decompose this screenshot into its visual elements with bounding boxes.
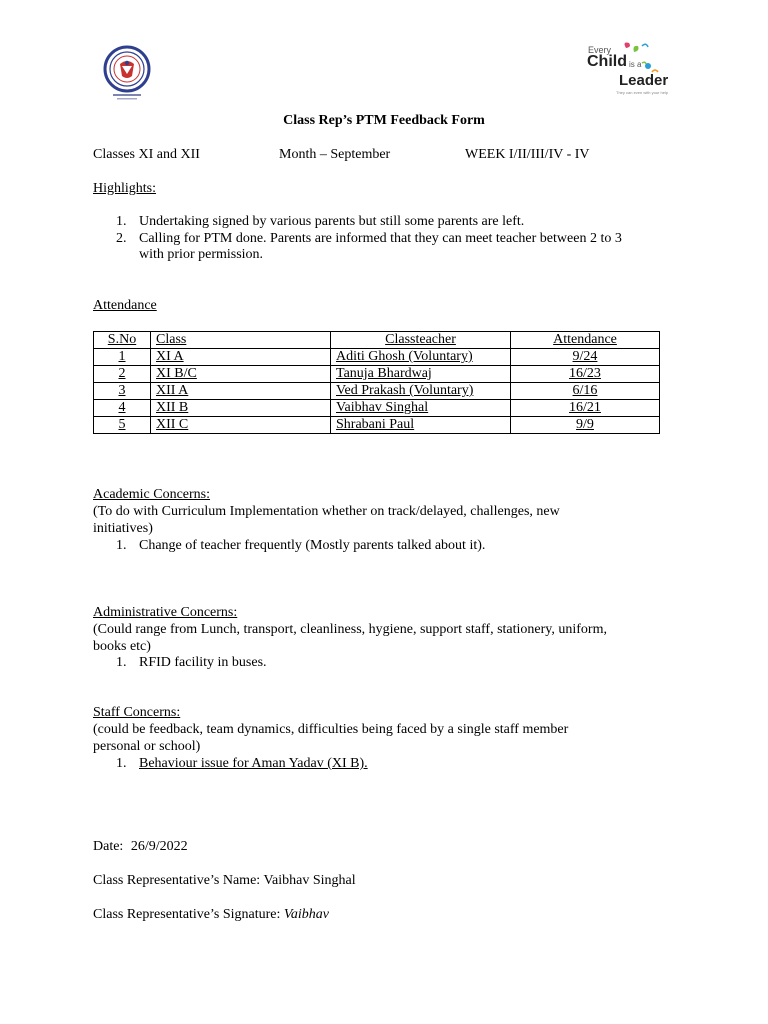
cell-classteacher: Aditi Ghosh (Voluntary) (331, 349, 511, 366)
cell-sno: 1 (94, 349, 151, 366)
list-item-text-continued: with prior permission. (139, 247, 264, 262)
administrative-concerns-list (93, 655, 693, 671)
list-item-text: Undertaking signed by various parents but still some parents are left. (139, 214, 525, 229)
date-label: Date: (93, 839, 124, 854)
table-header-row (94, 332, 660, 349)
list-item (93, 655, 693, 671)
cell-attendance: 9/9 (511, 417, 660, 434)
date-value: 26/9/2022 (130, 839, 188, 854)
list-number: 1. (116, 756, 127, 771)
list-item (93, 538, 693, 554)
list-number: 1. (116, 655, 127, 670)
cell-class: XI B/C (151, 366, 331, 383)
column-header-classteacher: Classteacher (331, 332, 511, 349)
academic-concerns-desc-continued: initiatives) (93, 521, 153, 536)
every-child-leader-logo (582, 42, 680, 100)
representative-name-line (93, 873, 356, 889)
cell-classteacher: Vaibhav Singhal (331, 400, 511, 417)
cell-class: XII C (151, 417, 331, 434)
date-line (93, 839, 188, 855)
attendance-table (93, 331, 660, 434)
representative-signature-line (93, 907, 329, 923)
cell-sno: 2 (94, 366, 151, 383)
administrative-concerns-heading: Administrative Concerns: (93, 605, 238, 620)
logo-text-every: Every (588, 45, 612, 55)
table-row (94, 400, 660, 417)
cell-class: XI A (151, 349, 331, 366)
logo-text-leader: Leader (619, 72, 669, 89)
list-number: 2. (116, 231, 127, 246)
cell-attendance: 16/23 (511, 366, 660, 383)
staff-concerns-heading: Staff Concerns: (93, 705, 181, 720)
cell-attendance: 9/24 (511, 349, 660, 366)
column-header-sno: S.No (94, 332, 151, 349)
academic-concerns-heading: Academic Concerns: (93, 487, 211, 502)
school-seal-logo (93, 42, 161, 102)
administrative-concerns-desc-continued: books etc) (93, 639, 151, 654)
list-item-text: Calling for PTM done. Parents are informed that they can meet teacher between 2 to 3 (139, 231, 622, 246)
list-number: 1. (116, 214, 127, 229)
representative-signature-label: Class Representative’s Signature: (93, 907, 281, 922)
cell-attendance: 6/16 (511, 383, 660, 400)
list-number: 1. (116, 538, 127, 553)
form-title: Class Rep’s PTM Feedback Form (283, 113, 485, 128)
logo-text-is-a: is a (629, 60, 642, 69)
list-item-text: RFID facility in buses. (139, 655, 267, 670)
week-label: WEEK I/II/III/IV - IV (465, 147, 590, 162)
cell-classteacher: Shrabani Paul (331, 417, 511, 434)
list-item-text: Change of teacher frequently (Mostly parents talked about it). (139, 538, 486, 553)
highlights-list (93, 214, 693, 263)
table-row (94, 349, 660, 366)
table-row (94, 417, 660, 434)
list-item (93, 756, 693, 772)
cell-sno: 3 (94, 383, 151, 400)
academic-concerns-list (93, 538, 693, 554)
month-label: Month – September (279, 147, 391, 162)
column-header-attendance: Attendance (511, 332, 660, 349)
cell-class: XII B (151, 400, 331, 417)
table-row (94, 366, 660, 383)
representative-signature-value: Vaibhav (283, 907, 330, 922)
cell-attendance: 16/21 (511, 400, 660, 417)
table-row (94, 383, 660, 400)
cell-sno: 4 (94, 400, 151, 417)
attendance-heading: Attendance (93, 298, 157, 313)
representative-name-label: Class Representative’s Name: (93, 873, 261, 888)
cell-classteacher: Tanuja Bhardwaj (331, 366, 511, 383)
cell-sno: 5 (94, 417, 151, 434)
staff-concerns-desc-continued: personal or school) (93, 739, 201, 754)
cell-class: XII A (151, 383, 331, 400)
classes-label: Classes XI and XII (93, 147, 200, 162)
cell-classteacher: Ved Prakash (Voluntary) (331, 383, 511, 400)
list-item (93, 214, 693, 230)
logo-tagline: They can even with your help (616, 90, 669, 95)
column-header-class: Class (151, 332, 331, 349)
representative-name-value: Vaibhav Singhal (263, 873, 356, 888)
administrative-concerns-desc: (Could range from Lunch, transport, cleanliness, hygiene, support staff, stationery, uniform, (93, 622, 607, 637)
list-item-text: Behaviour issue for Aman Yadav (XI B). (139, 756, 368, 771)
staff-concerns-desc: (could be feedback, team dynamics, difficulties being faced by a single staff member (93, 722, 569, 737)
logo-text-child: Child (587, 53, 627, 70)
academic-concerns-desc: (To do with Curriculum Implementation whether on track/delayed, challenges, new (93, 504, 560, 519)
staff-concerns-list (93, 756, 693, 772)
list-item (93, 231, 693, 263)
highlights-heading: Highlights: (93, 181, 157, 196)
